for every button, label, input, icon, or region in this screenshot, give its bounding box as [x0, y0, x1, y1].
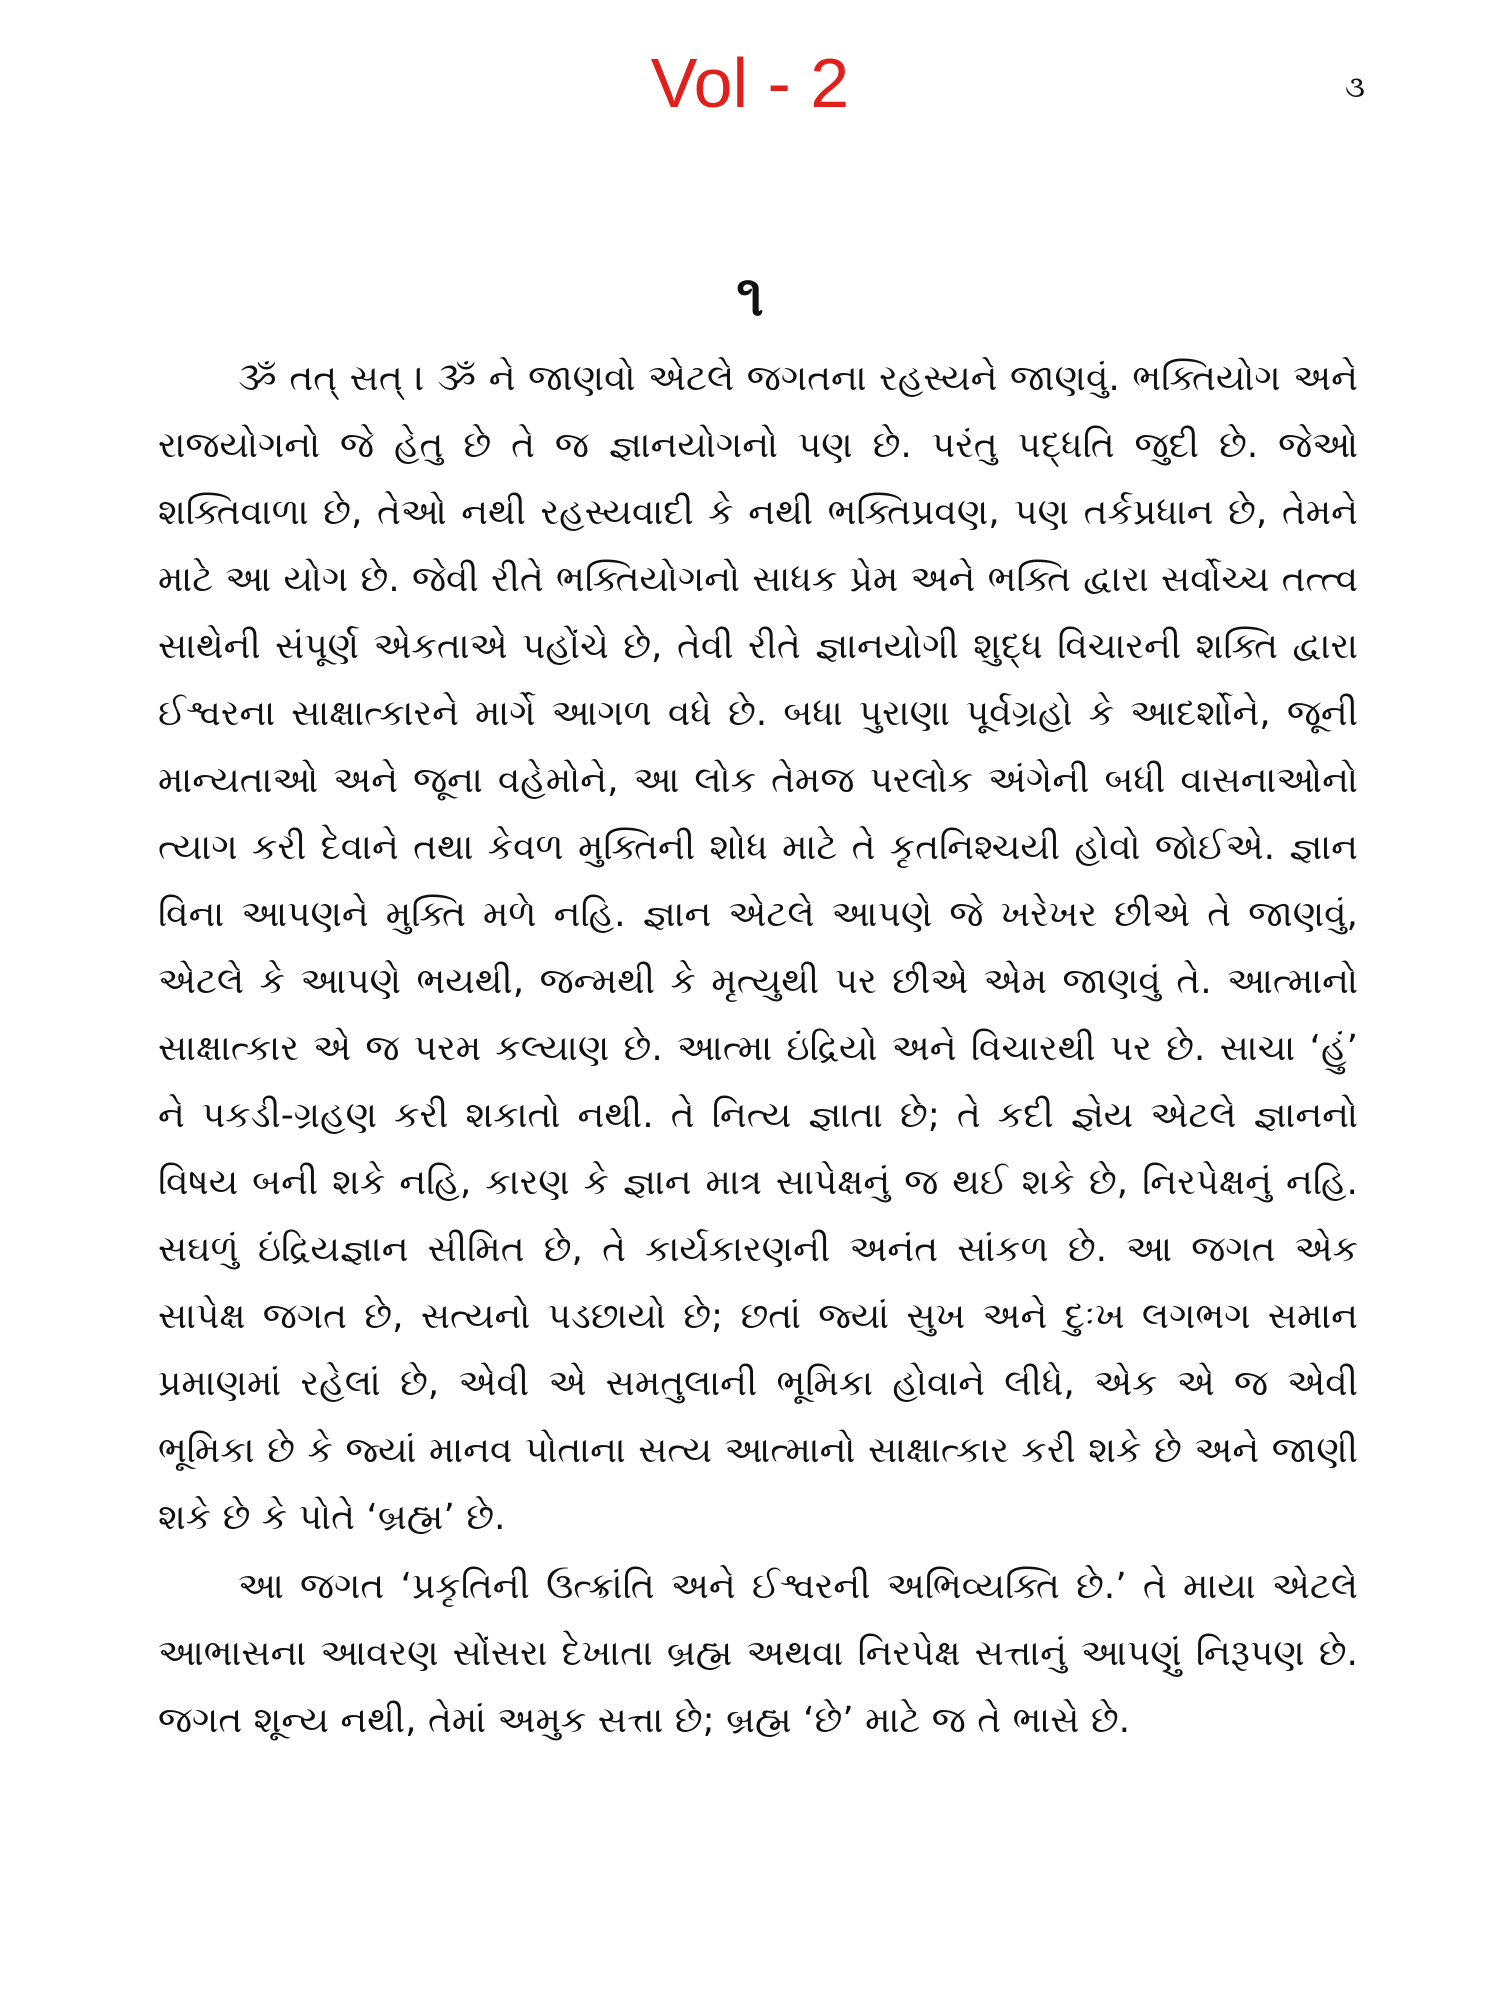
body-text: [158, 345, 1358, 1754]
chapter-number: ૧: [736, 264, 764, 329]
volume-label: Vol - 2: [650, 44, 850, 122]
page-number: ૩: [1345, 70, 1365, 105]
paragraph-1: ૐ તત્ સત્ । ૐ ને જાણવો એટલે જગતના રહસ્યને જાણવું. ભક્તિયોગ અને રાજયોગનો જે હેતુ છે તે જ જ્ઞાનયોગનો પણ છે. પરંતુ પદ્ધતિ જુદી છે. જેઓ શક્તિવાળા છે, તેઓ નથી રહસ્યવાદી કે નથી ભક્તિપ્રવણ, પણ તર્કપ્રધાન છે, તેમને માટે આ યોગ છે. જેવી રીતે ભક્તિયોગનો સાધક પ્રેમ અને ભક્તિ દ્વારા સર્વોચ્ચ તત્ત્વ સાથેની સંપૂર્ણ એકતાએ પહોંચે છે, તેવી રીતે જ્ઞાનયોગી શુદ્ધ વિચારની શક્તિ દ્વારા ઈશ્વરના સાક્ષાત્કારને માર્ગે આગળ વધે છે. બધા પુરાણા પૂર્વગ્રહો કે આદર્શોને, જૂની માન્યતાઓ અને જૂના વહેમોને, આ લોક તેમજ પરલોક અંગેની બધી વાસનાઓનો ત્યાગ કરી દેવાને તથા કેવળ મુક્તિની શોધ માટે તે કૃતનિશ્ચયી હોવો જોઈએ. જ્ઞાન વિના આપણને મુક્તિ મળે નહિ. જ્ઞાન એટલે આપણે જે ખરેખર છીએ તે જાણવું, એટલે કે આપણે ભયથી, જન્મથી કે મૃત્યુથી પર છીએ એમ જાણવું તે. આત્માનો સાક્ષાત્કાર એ જ પરમ કલ્યાણ છે. આત્મા ઇંદ્રિયો અને વિચારથી પર છે. સાચા ‘હું’ ને પકડી-ગ્રહણ કરી શકાતો નથી. તે નિત્ય જ્ઞાતા છે; તે કદી જ્ઞેય એટલે જ્ઞાનનો વિષય બની શકે નહિ, કારણ કે જ્ઞાન માત્ર સાપેક્ષનું જ થઈ શકે છે, નિરપેક્ષનું નહિ. સઘળું ઇંદ્રિયજ્ઞાન સીમિત છે, તે કાર્યકારણની અનંત સાંકળ છે. આ જગત એક સાપેક્ષ જગત છે, સત્યનો પડછાયો છે; છતાં જ્યાં સુખ અને દુઃખ લગભગ સમાન પ્રમાણમાં રહેલાં છે, એવી એ સમતુલાની ભૂમિકા હોવાને લીધે, એક એ જ એવી ભૂમિકા છે કે જ્યાં માનવ પોતાના સત્ય આત્માનો સાક્ષાત્કાર કરી શકે છે અને જાણી શકે છે કે પોતે ‘બ્રહ્મ’ છે.: [158, 358, 1358, 1538]
paragraph-2: આ જગત ‘પ્રકૃતિની ઉત્ક્રાંતિ અને ઈશ્વરની અભિવ્યક્તિ છે.’ તે માયા એટલે આભાસના આવરણ સોંસરા દેખાતા બ્રહ્મ અથવા નિરપેક્ષ સત્તાનું આપણું નિરૂપણ છે. જગત શૂન્ય નથી, તેમાં અમુક સત્તા છે; બ્રહ્મ ‘છે’ માટે જ તે ભાસે છે.: [158, 1566, 1358, 1741]
